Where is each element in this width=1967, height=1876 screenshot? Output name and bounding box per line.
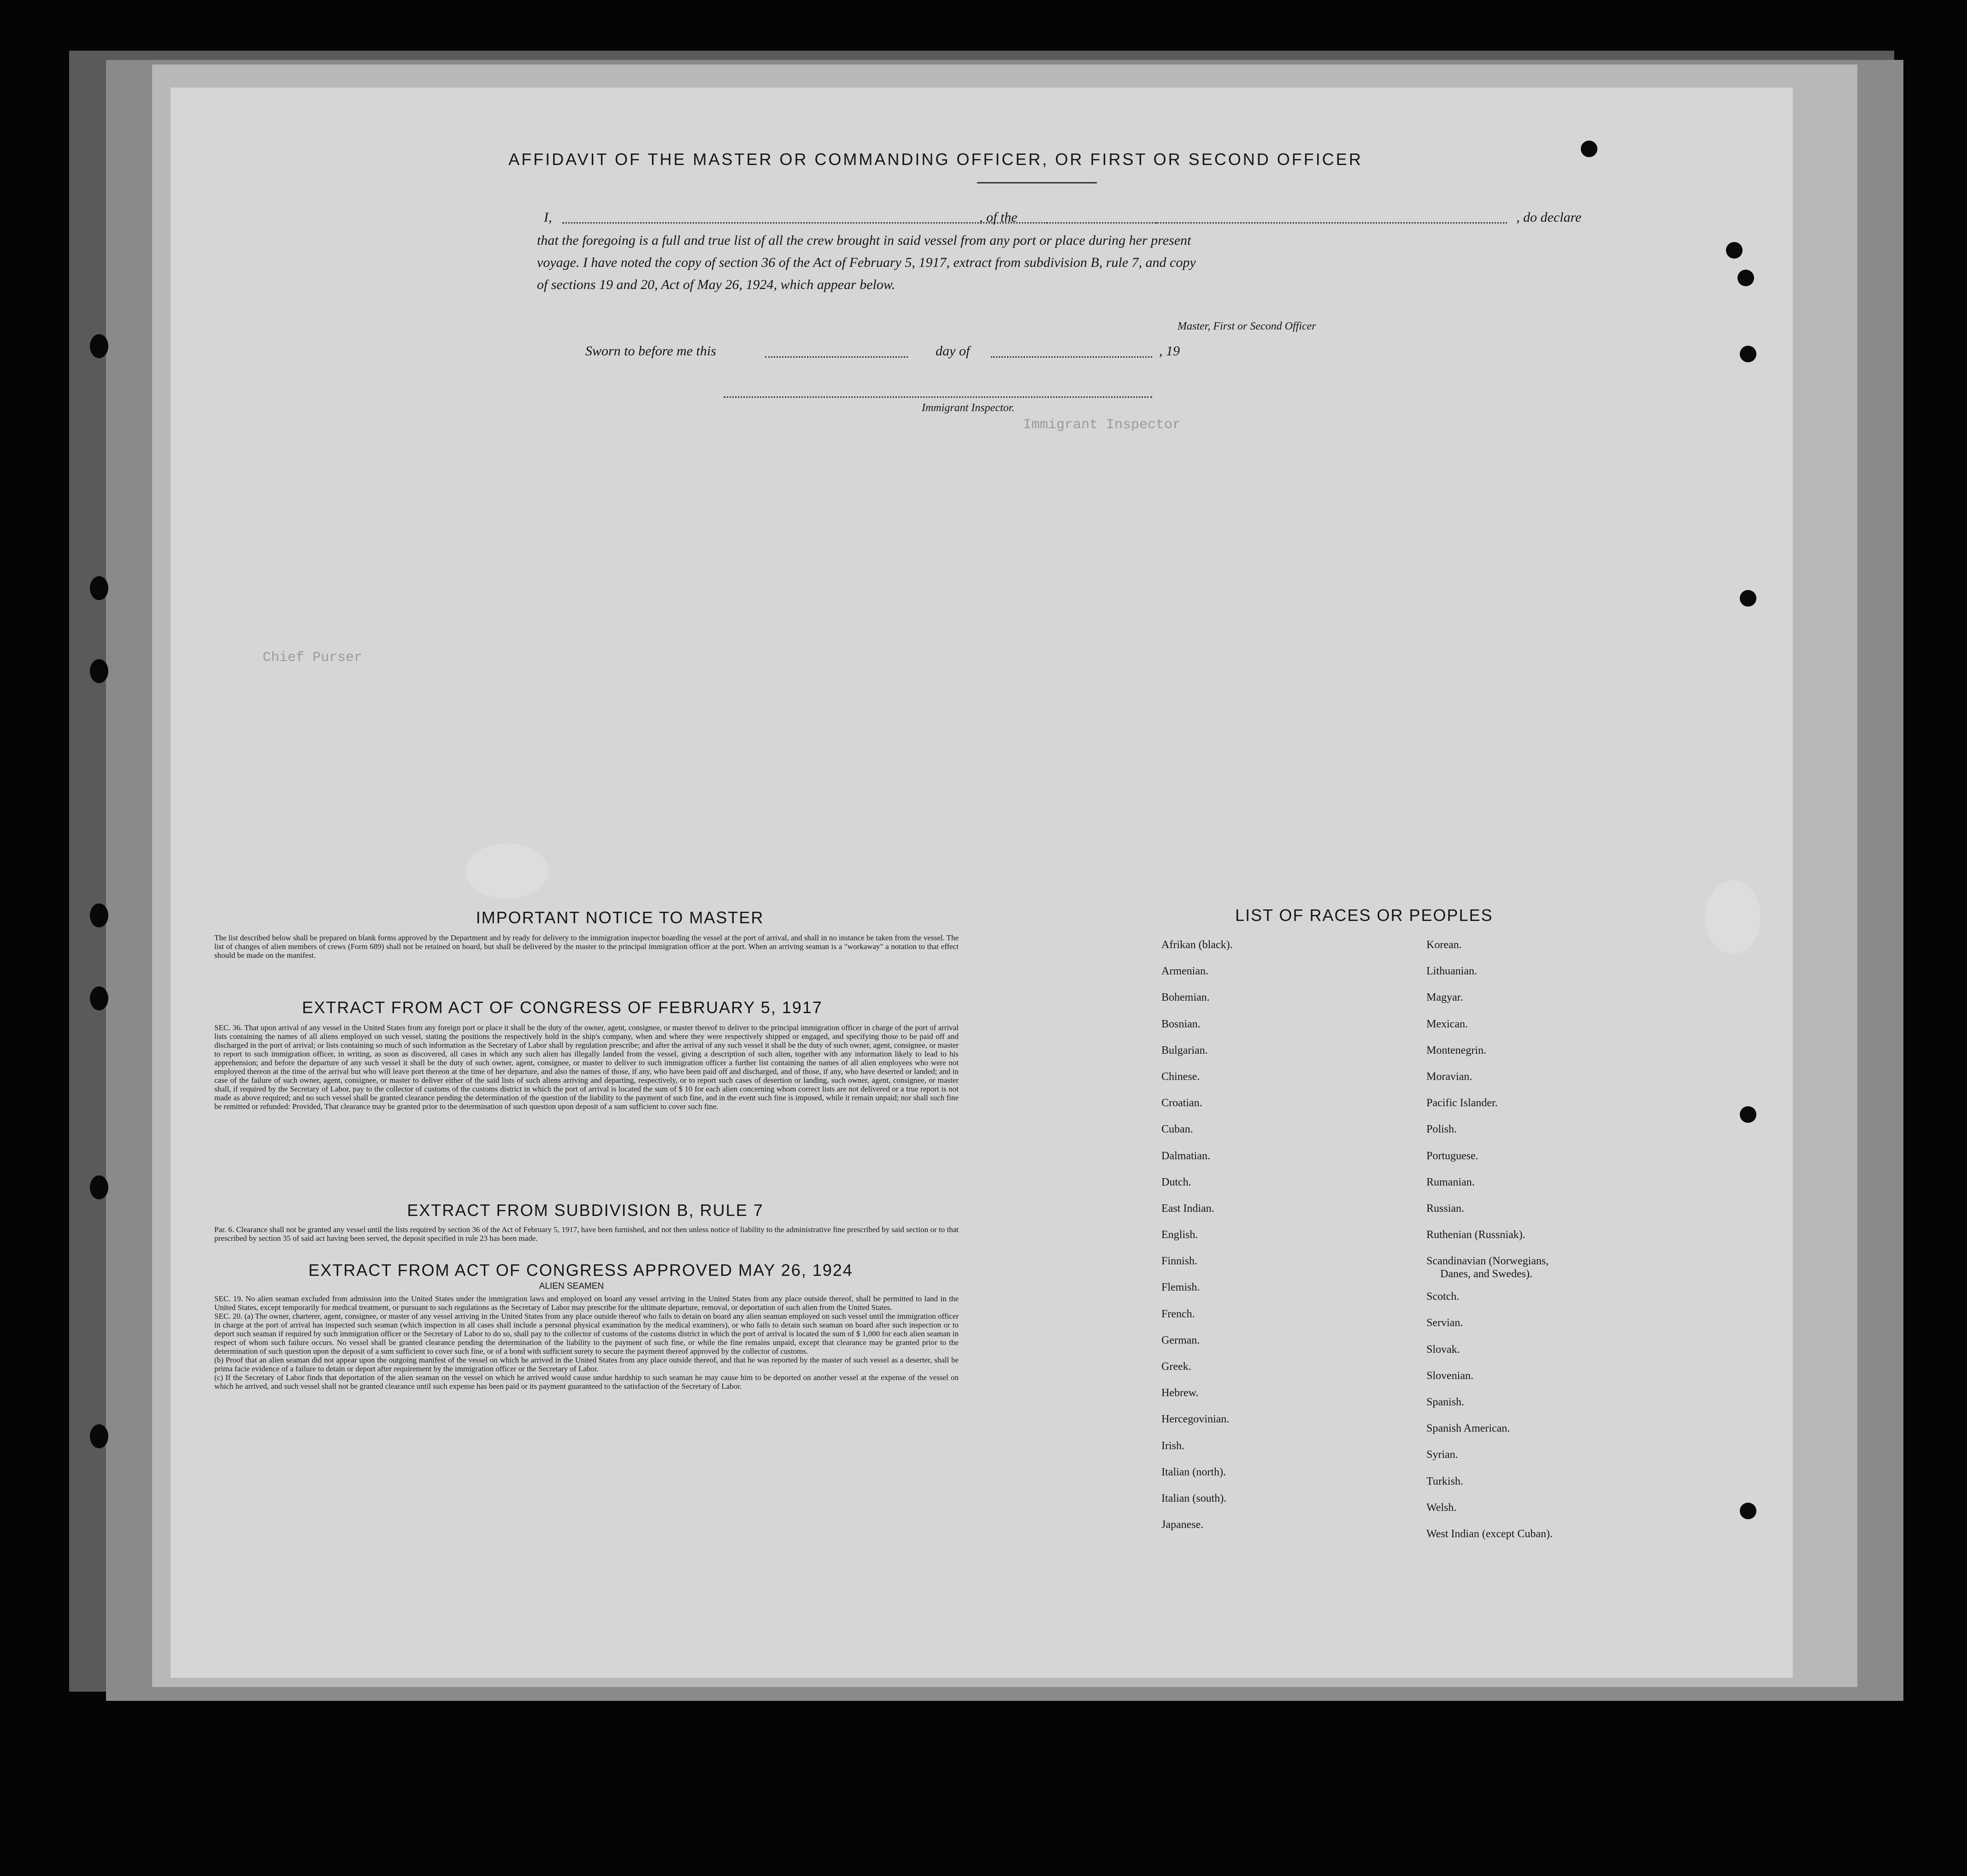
race-item: Bulgarian.: [1161, 1044, 1208, 1056]
race-item: Ruthenian (Russniak).: [1426, 1229, 1525, 1241]
punch-hole: [1740, 1503, 1756, 1519]
binder-hole: [90, 986, 108, 1010]
extract-1924-title: EXTRACT FROM ACT OF CONGRESS APPROVED MAY 26, 1924: [308, 1261, 853, 1280]
binder-hole: [90, 334, 108, 358]
sec20a-text: SEC. 20. (a) The owner, charterer, agent, consignee, or master of any vessel arriving in the United States from any place outside thereof who fails to detain on board any alien seaman employed on such vessel until the immigration officer in charge at the port of arrival has inspected such seaman (which inspection in all cases shall include a personal physical examination by the medical examiners), or who fails to detain such seaman on board after such inspection or to deport such seaman if required by such immigration officer or the Secretary of Labor to do so, shall pay to the collector of customs of the customs district in which the port of arrival is located the sum of $ 1,000 for each alien seaman in respect of whom such failure occurs. No vessel shall be granted clearance pending the determination of the liability to the payment of such fine, or while the fine remains unpaid, except that clearance may be granted prior to the determination of such question upon the deposit of a sum sufficient to cover such fine, or of a bond with sufficient surety to secure the payment thereof approved by the collector of customs.: [214, 1312, 959, 1356]
vessel-name-line[interactable]: [1046, 222, 1507, 224]
punch-hole: [1726, 242, 1743, 259]
race-item: Pacific Islander.: [1426, 1097, 1498, 1109]
punch-hole: [1740, 590, 1756, 607]
race-item: West Indian (except Cuban).: [1426, 1528, 1553, 1540]
race-item: English.: [1161, 1229, 1198, 1241]
stamp-smudge: [465, 844, 548, 899]
race-item: Bohemian.: [1161, 991, 1210, 1004]
race-item: Scandinavian (Norwegians,: [1426, 1255, 1549, 1268]
races-right-column: [1426, 938, 1553, 1553]
race-item: Bosnian.: [1161, 1018, 1201, 1030]
affidavit-body-line-3: of sections 19 and 20, Act of May 26, 1924, which appear below.: [537, 277, 895, 292]
affidavit-title: AFFIDAVIT OF THE MASTER OR COMMANDING OFFICER, OR FIRST OR SECOND OFFICER: [508, 150, 1363, 169]
race-item: Moravian.: [1426, 1070, 1472, 1083]
declaration-i: I,: [544, 210, 552, 225]
race-item: Rumanian.: [1426, 1176, 1475, 1188]
bleed-through-text: Chief Purser: [263, 650, 363, 666]
punch-hole: [1740, 346, 1756, 362]
race-item: Finnish.: [1161, 1255, 1198, 1268]
sworn-day-line[interactable]: [765, 356, 908, 358]
race-item: Scotch.: [1426, 1291, 1460, 1303]
binder-hole: [90, 903, 108, 927]
race-item: Hercegovinian.: [1161, 1413, 1230, 1426]
rule7-title: EXTRACT FROM SUBDIVISION B, RULE 7: [407, 1201, 764, 1220]
race-item: Japanese.: [1161, 1519, 1204, 1531]
race-item: Portuguese.: [1426, 1150, 1478, 1162]
punch-hole: [1740, 1106, 1756, 1123]
signer-label: Master, First or Second Officer: [1178, 320, 1316, 332]
binder-hole: [90, 1424, 108, 1448]
affidavit-body: [537, 230, 1615, 296]
sworn-text: Sworn to before me this: [585, 343, 716, 359]
race-item: Slovak.: [1426, 1343, 1460, 1356]
race-item: Polish.: [1426, 1123, 1457, 1136]
declaration-do-declare: , do declare: [1516, 210, 1582, 225]
year-prefix: , 19: [1159, 343, 1180, 359]
sec20b-text: (b) Proof that an alien seaman did not appear upon the outgoing manifest of the vessel on which he arrived in the United States from any place outside thereof, and that he was reported by the master of such vessel as a deserter, shall be prima facie evidence of a failure to detain or deport after requirement by the immigration officer or the Secretary of Labor.: [214, 1356, 959, 1373]
race-item: Cuban.: [1161, 1123, 1193, 1136]
race-item: Flemish.: [1161, 1281, 1200, 1294]
race-item: Lithuanian.: [1426, 965, 1477, 978]
races-title: LIST OF RACES OR PEOPLES: [1235, 906, 1493, 925]
binder-hole: [90, 1175, 108, 1199]
race-item: Servian.: [1426, 1317, 1463, 1329]
notice-title: IMPORTANT NOTICE TO MASTER: [476, 908, 764, 927]
race-item: Dutch.: [1161, 1176, 1191, 1188]
extract-1917-text: SEC. 36. That upon arrival of any vessel in the United States from any foreign port or place it shall be the duty of the owner, agent, consignee, or master thereof to deliver to the principal immigration officer in charge of the port of arrival lists containing the names of all aliens employed on such vessel, stating the positions the respectively hold in the ship's company, when and where they were respectively shipped or engaged, and specifying those to be paid off and discharged in the port of arrival; or lists containing so much of such information as the Secretary of Labor shall by regulation prescribe; and after the arrival of any such vessel it shall be the duty of such owner, agent, consignee, or master to report to such immigration officer, in writing, as soon as discovered, all cases in which any such alien has illegally landed from the vessel, giving a description of such alien, together with any information likely to lead to his apprehension; and before the departure of any such vessel it shall be the duty of such owner, agent, consignee, or master to deliver to such immigration officer a further list containing the names of all alien employees who were not employed thereon at the time of the arrival but who will leave port thereon at the time of her departure, and also the names of those, if any, who have been paid off and discharged, and of those, if any, who have deserted or landed; and in case of the failure of such owner, agent, consignee, or master to deliver either of the said lists of such aliens arriving and departing, respectively, or to report such cases of desertion or landing, such owner, agent, consignee, or master shall, if required by the Secretary of Labor, pay to the collector of customs of the customs district in which the port of arrival is located the sum of $ 10 for each alien concerning whom correct lists are not delivered or a true report is not made as above required; and no such vessel shall be granted clearance pending the determination of the question of the liability to the payment of such fine, and in the event such fine is imposed, while it remain unpaid; nor shall such fine be remitted or refunded: Provided, That clearance may be granted prior to the determination of such question upon deposit of a sum sufficient to cover such fine.: [214, 1023, 959, 1111]
affidavit-body-line-1: that the foregoing is a full and true list of all the crew brought in said vessel from any port or place during her present: [537, 233, 1191, 248]
inspector-label: Immigrant Inspector.: [922, 402, 1015, 414]
extract-1924-text: [214, 1294, 959, 1391]
race-item: Dalmatian.: [1161, 1150, 1210, 1162]
extract-1917-title: EXTRACT FROM ACT OF CONGRESS OF FEBRUARY 5, 1917: [302, 998, 823, 1017]
race-item: Chinese.: [1161, 1070, 1200, 1083]
manifest-page: [171, 88, 1793, 1678]
race-item: Danes, and Swedes).: [1440, 1268, 1532, 1280]
race-item: German.: [1161, 1334, 1200, 1346]
race-item: Croatian.: [1161, 1097, 1202, 1109]
alien-seamen-subtitle: ALIEN SEAMEN: [539, 1281, 604, 1291]
race-item: East Indian.: [1161, 1202, 1214, 1215]
race-item: Afrikan (black).: [1161, 939, 1233, 951]
race-item: Italian (north).: [1161, 1466, 1226, 1478]
sec20c-text: (c) If the Secretary of Labor finds that deportation of the alien seaman on the vessel on which he arrived would cause undue hardship to such seaman he may cause him to be deported on another vessel at the expense of the vessel on which he arrived, and such vessel shall not be granted clearance until such expense has been paid or its payment guaranteed to the satisfaction of the Secretary of Labor.: [214, 1373, 959, 1391]
title-rule: [977, 182, 1097, 183]
race-item: French.: [1161, 1308, 1195, 1320]
races-list: [1161, 938, 1714, 1648]
bleed-through-text: Immigrant Inspector: [1023, 417, 1181, 433]
binder-hole: [90, 659, 108, 683]
day-of-text: day of: [936, 343, 970, 359]
races-left-column: [1161, 938, 1233, 1544]
punch-hole: [1737, 270, 1754, 286]
race-item: Montenegrin.: [1426, 1044, 1486, 1056]
sworn-month-line[interactable]: [991, 356, 1152, 358]
binder-hole: [90, 576, 108, 600]
race-item: Spanish.: [1426, 1396, 1465, 1408]
race-item: Greek.: [1161, 1361, 1191, 1373]
race-item: Syrian.: [1426, 1449, 1458, 1461]
race-item: Turkish.: [1426, 1475, 1463, 1487]
declaration-of-the: , of the: [979, 210, 1018, 225]
race-item: Russian.: [1426, 1202, 1465, 1215]
inspector-signature-line[interactable]: [724, 396, 1152, 398]
affidavit-body-line-2: voyage. I have noted the copy of section 36 of the Act of February 5, 1917, extract from subdivision B, rule 7, and copy: [537, 255, 1196, 270]
rule7-text: Par. 6. Clearance shall not be granted any vessel until the lists required by section 36 of the Act of February 5, 1917, have been furnished, and not then unless notice of liability to the administrative fine prescribed by said section or to that prescribed by section 35 of said act having been served, the deposit specified in rule 23 has been made.: [214, 1225, 959, 1243]
race-item: Mexican.: [1426, 1018, 1468, 1030]
race-item: Hebrew.: [1161, 1387, 1199, 1399]
sec19-text: SEC. 19. No alien seaman excluded from admission into the United States under the immigration laws and employed on board any vessel arriving in the United States from any place outside thereof, shall be permitted to land in the United States, except temporarily for medical treatment, or pursuant to such regulations as the Secretary of Labor may prescribe for the ultimate departure, removal, or deportation of such alien from the United States.: [214, 1294, 959, 1312]
race-item: Slovenian.: [1426, 1369, 1473, 1382]
race-item: Korean.: [1426, 939, 1462, 951]
race-item: Armenian.: [1161, 965, 1208, 978]
race-item: Magyar.: [1426, 991, 1463, 1004]
race-item: Welsh.: [1426, 1501, 1457, 1514]
notice-text: The list described below shall be prepared on blank forms approved by the Department and by ready for delivery to the immigration inspector boarding the vessel at the port of arrival, and shall in no instance be taken from the vessel. The list of changes of alien members of crews (Form 689) shall not be retained on board, but shall be delivered by the master to the principal immigration officer at the port. When an arriving seaman is a "workaway" a notation to that effect should be made on the manifest.: [214, 933, 959, 960]
race-item: Spanish American.: [1426, 1422, 1510, 1435]
race-item: Irish.: [1161, 1439, 1184, 1452]
race-item: Italian (south).: [1161, 1492, 1227, 1504]
